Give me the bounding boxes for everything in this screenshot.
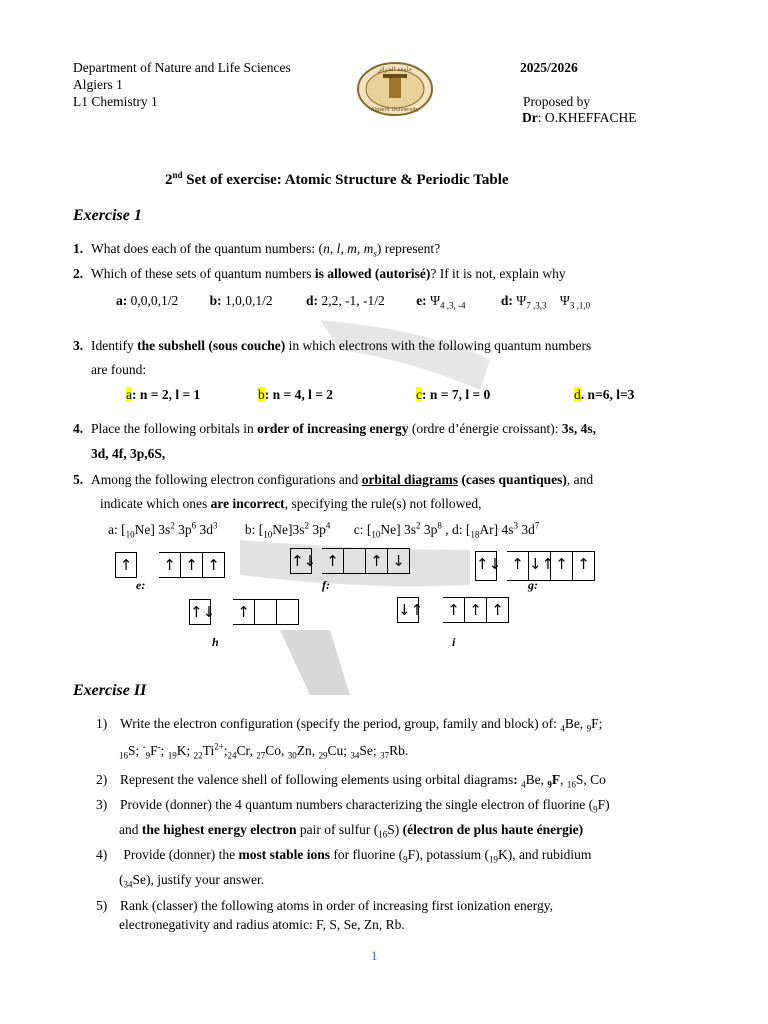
question-1-1: 1. What does each of the quantum numbers: (n, l, m, $m_s$) represent? bbox=[73, 241, 441, 259]
exercise2-heading: Exercise II bbox=[73, 682, 147, 699]
page-title: 2nd Set of exercise: Atomic Structure & Periodic Table bbox=[165, 170, 509, 188]
proposed-by: Proposed by bbox=[523, 94, 591, 109]
diagram-label-i: i bbox=[452, 635, 456, 649]
orbital-diagram-f: ↑↓ ↑ ↑ ↓ bbox=[290, 548, 410, 574]
dr-label: Dr bbox=[522, 110, 538, 125]
svg-text:Algiers University: Algiers University bbox=[370, 107, 420, 113]
question-1-3-cont: are found: bbox=[91, 362, 147, 377]
academic-year: 2025/2026 bbox=[520, 60, 578, 75]
question-1-2: 2. Which of these sets of quantum numbers is allowed (autorisé)? If it is not, explain why bbox=[73, 266, 566, 281]
question-2-4-cont: $(_{34}Se)$, justify your answer. bbox=[119, 872, 265, 890]
author-name: : O.KHEFFACHE bbox=[537, 110, 637, 125]
question-2-1-cont: $_{16}$S; -$_9$F-; $_{19}$K; $_{22}Ti^{2+};_{24}Cr$, $_{27}$Co, $_{30}$Zn, $_{29}$Cu; $_{34}$Se; $_{37}$Rb. bbox=[119, 741, 409, 761]
subshell-item-b: b: n = 4, l = 2 bbox=[258, 387, 334, 402]
page-number: 1 bbox=[371, 948, 378, 963]
diagram-label-f: f: bbox=[322, 578, 330, 592]
department-text: Department of Nature and Life Sciences bbox=[73, 60, 291, 75]
question-1-5: 5. Among the following electron configurations and orbital diagrams (cases quantiques), and bbox=[73, 472, 594, 487]
question-1-4-cont: 3d, 4f, 3p,6S, bbox=[91, 446, 166, 461]
question-1-4: 4. Place the following orbitals in order of increasing energy (ordre d’énergie croissant): 3s, 4s, bbox=[73, 421, 597, 436]
subshell-item-c: c: n = 7, l = 0 bbox=[416, 387, 491, 402]
question-2-3-cont: and the highest energy electron pair of sulfur $(_{16}S)$ (électron de plus haute énergie) bbox=[119, 822, 584, 840]
diagram-label-e: e: bbox=[136, 578, 146, 592]
course-text: L1 Chemistry 1 bbox=[73, 94, 158, 109]
orbital-diagram-g: ↑↓ ↑ ↓↑↑ ↑ bbox=[475, 551, 595, 581]
question-1-3: 3. Identify the subshell (sous couche) in which electrons with the following quantum numbers bbox=[73, 338, 592, 353]
question-2-5: 5) Rank (classer) the following atoms in order of increasing first ionization energy, bbox=[96, 898, 554, 913]
university-text: Algiers 1 bbox=[73, 77, 123, 92]
electron-configs: a: $[_{10}Ne]$ $3s^2$ $3p^6$ $3d^3$ b: $[_{10}Ne]3s^2$ $3p^4$ c: $[_{10}Ne]$ $3s^2$ $3p^8$ , d: $[_{18}Ar]$ $4s^3$ $3d^7$ bbox=[108, 520, 540, 540]
question-2-5-cont: electronegativity and radius atomic: F, S, Se, Zn, Rb. bbox=[119, 917, 405, 932]
orbital-diagram-i: ↓↑ ↑ ↑ ↑ bbox=[397, 597, 509, 623]
university-seal-logo bbox=[357, 62, 433, 116]
question-1-5-cont: indicate which ones are incorrect, specifying the rule(s) not followed, bbox=[100, 496, 482, 511]
diagram-label-h: h bbox=[212, 635, 219, 649]
question-2-3: 3) Provide (donner) the 4 quantum numbers characterizing the single electron of fluorine $(_9F)$ bbox=[96, 797, 610, 815]
subshell-item-a: a: n = 2, l = 1 bbox=[126, 387, 201, 402]
quantum-sets-row: a: 0,0,0,1/2 b: 1,0,0,1/2 d: 2,2, -1, -1/2 e: $\Psi_{4 ,3, -4}$ d: $\Psi_{7 ,3,3}$ $\Psi_{3 ,1,0}$ bbox=[116, 293, 591, 311]
diagram-label-g: g: bbox=[528, 578, 538, 592]
author bbox=[522, 110, 637, 126]
question-2-1: 1) Write the electron configuration (specify the period, group, family and block) of: $_4$Be, $_9$F; bbox=[96, 716, 603, 734]
question-2-2: 2) Represent the valence shell of following elements using orbital diagrams: $_4$Be, $_9$F, $_{16}$S, Co bbox=[96, 772, 606, 790]
exercise1-heading: Exercise 1 bbox=[73, 207, 142, 224]
orbital-diagram-e: ↑ ↑ ↑ ↑ bbox=[115, 552, 225, 578]
subshell-item-d: d. n=6, l=3 bbox=[574, 387, 635, 402]
question-2-4: 4) Provide (donner) the most stable ions for fluorine $(_9F)$, potassium $(_{19}K)$, and rubidium bbox=[96, 847, 592, 865]
svg-text:جامعة الجزائر: جامعة الجزائر bbox=[377, 66, 413, 73]
orbital-diagram-h: ↑↓ ↑ bbox=[189, 599, 299, 625]
